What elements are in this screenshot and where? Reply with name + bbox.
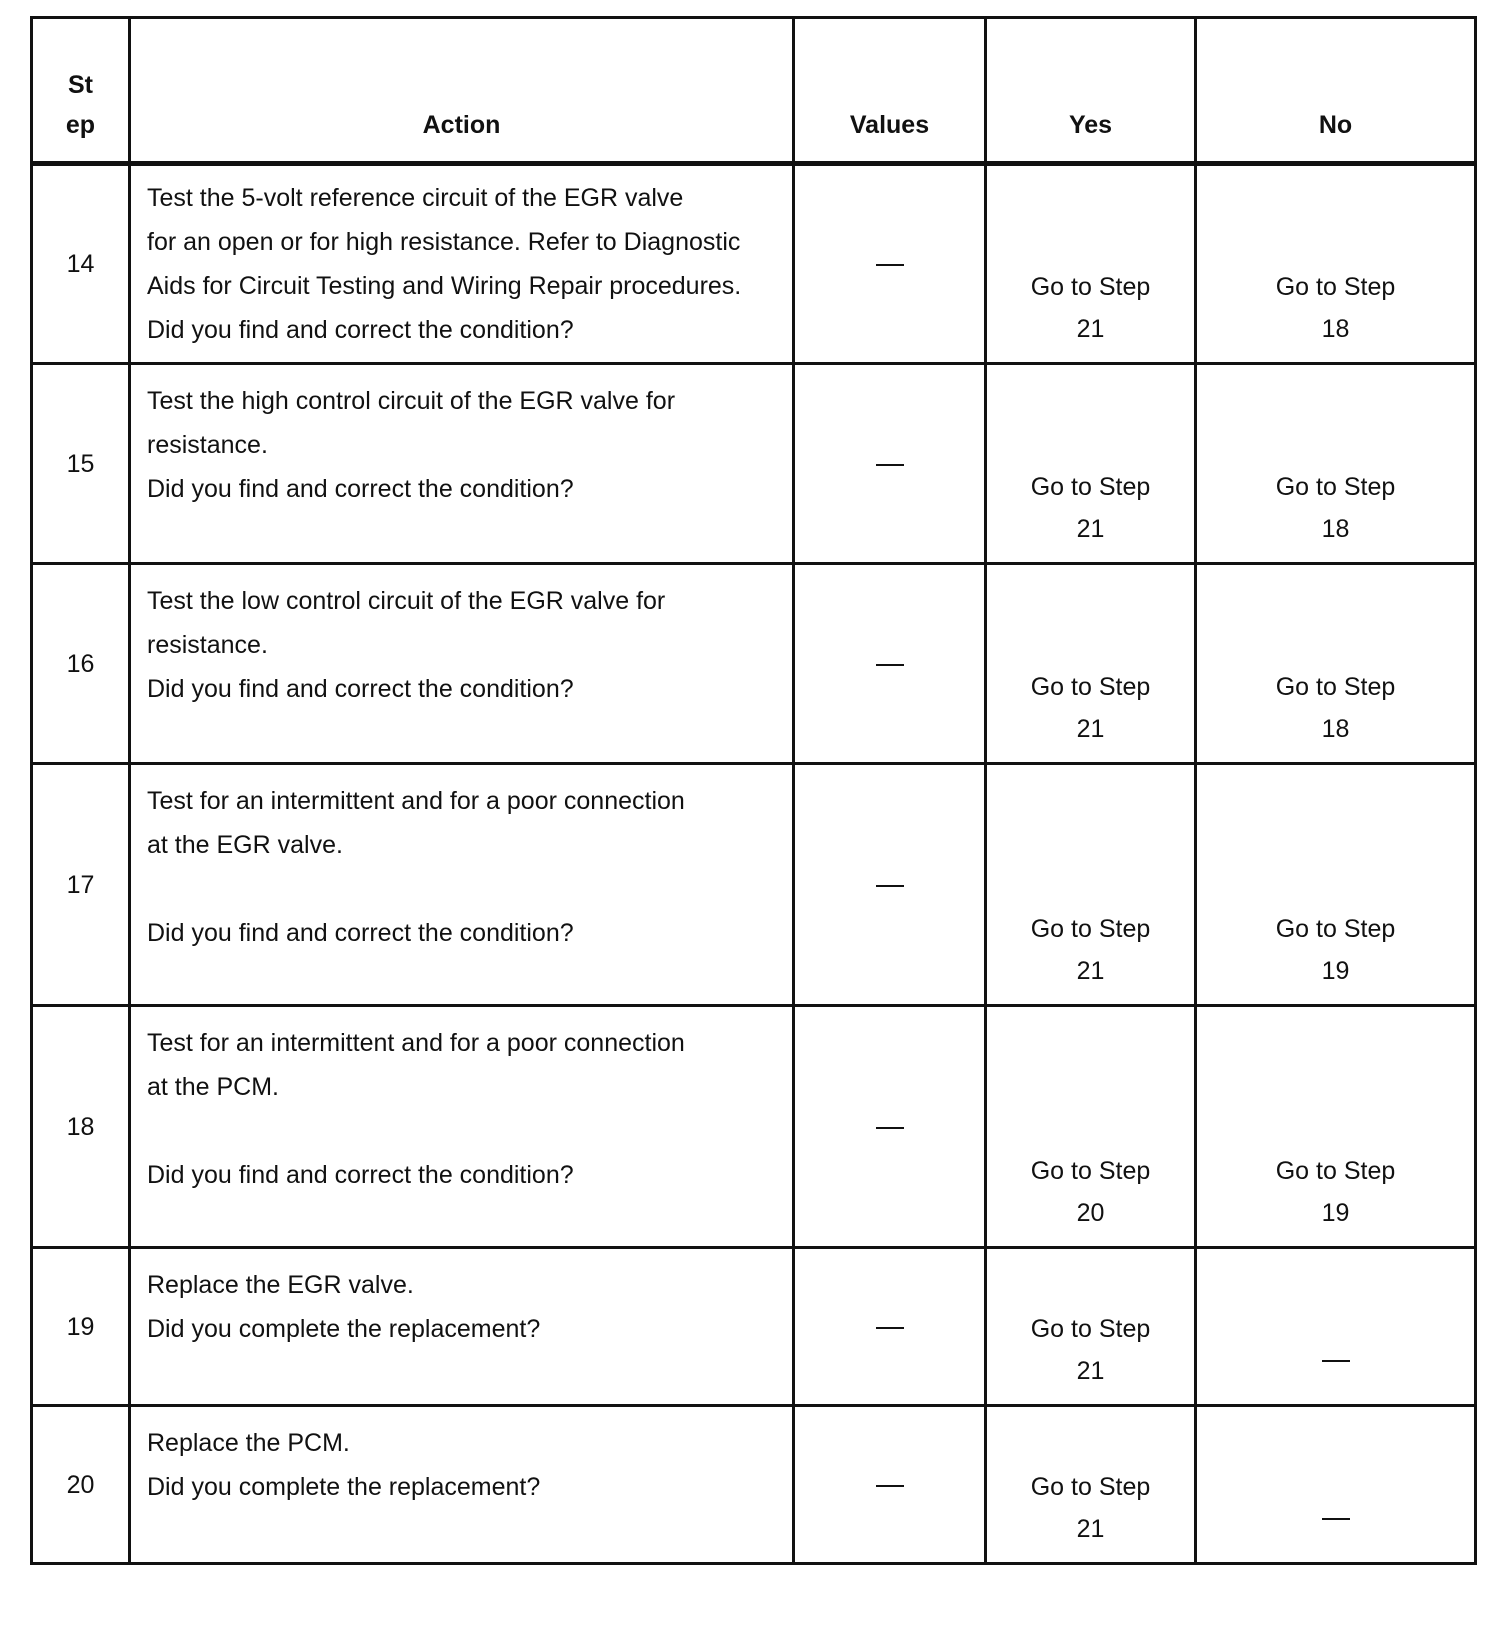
goto-label: Go to Step (1275, 473, 1396, 501)
table-row (32, 764, 1476, 1006)
goto-label: Go to Step (1030, 473, 1151, 501)
table-row (32, 1406, 1476, 1564)
header-yes: Yes (986, 18, 1196, 164)
goto-step-number: 18 (1321, 315, 1350, 343)
goto-label: Go to Step (1030, 1473, 1151, 1501)
action-line: resistance. (147, 631, 268, 659)
goto-step-number: 21 (1076, 957, 1105, 985)
step-number: 17 (32, 764, 130, 1006)
action-cell (130, 764, 794, 1006)
action-line: Did you complete the replacement? (147, 1315, 541, 1343)
step-number: 18 (32, 1006, 130, 1248)
goto-step-number: 19 (1321, 1199, 1350, 1227)
step-number: 19 (32, 1248, 130, 1406)
table-row (32, 1006, 1476, 1248)
action-line: Did you find and correct the condition? (147, 316, 574, 344)
values-cell (794, 164, 986, 364)
goto-step-number: 21 (1076, 315, 1105, 343)
no-cell (1196, 164, 1476, 364)
action-line: Test the high control circuit of the EGR valve for (147, 387, 676, 415)
value-dash (876, 1485, 904, 1487)
table-row (32, 564, 1476, 764)
no-cell (1196, 1406, 1476, 1564)
goto-label: Go to Step (1030, 273, 1151, 301)
action-line: Did you find and correct the condition? (147, 919, 574, 947)
yes-cell (986, 764, 1196, 1006)
header-action: Action (130, 18, 794, 164)
goto-step-number: 21 (1076, 1515, 1105, 1543)
step-number: 14 (32, 164, 130, 364)
goto-label: Go to Step (1030, 1315, 1151, 1343)
goto-label: Go to Step (1030, 673, 1151, 701)
yes-cell (986, 1248, 1196, 1406)
action-line: Test for an intermittent and for a poor connection (147, 1029, 685, 1057)
action-cell (130, 164, 794, 364)
goto-step-number: 21 (1076, 515, 1105, 543)
action-cell (130, 1006, 794, 1248)
goto-label: Go to Step (1275, 915, 1396, 943)
header-row (32, 18, 1476, 164)
yes-cell (986, 1006, 1196, 1248)
header-values: Values (794, 18, 986, 164)
action-line: Replace the EGR valve. (147, 1271, 414, 1299)
goto-label: Go to Step (1275, 273, 1396, 301)
values-cell (794, 364, 986, 564)
action-cell (130, 1248, 794, 1406)
action-line: Did you find and correct the condition? (147, 1161, 574, 1189)
action-line: at the EGR valve. (147, 831, 343, 859)
action-line: for an open or for high resistance. Refer to Diagnostic (147, 228, 741, 256)
step-number: 16 (32, 564, 130, 764)
step-number: 15 (32, 364, 130, 564)
action-line: resistance. (147, 431, 268, 459)
yes-cell (986, 164, 1196, 364)
value-dash (876, 464, 904, 466)
header-step (32, 18, 130, 164)
goto-label: Go to Step (1030, 1157, 1151, 1185)
no-cell (1196, 1006, 1476, 1248)
action-line: Did you complete the replacement? (147, 1473, 541, 1501)
action-line: Aids for Circuit Testing and Wiring Repair procedures. (147, 272, 742, 300)
goto-step-number: 18 (1321, 515, 1350, 543)
goto-step-number: 21 (1076, 715, 1105, 743)
step-number: 20 (32, 1406, 130, 1564)
value-dash (876, 1327, 904, 1329)
no-cell (1196, 764, 1476, 1006)
values-cell (794, 564, 986, 764)
action-cell (130, 564, 794, 764)
value-dash (876, 264, 904, 266)
value-dash (876, 1127, 904, 1129)
header-step-line2: ep (65, 111, 96, 139)
goto-label: Go to Step (1030, 915, 1151, 943)
table-row (32, 1248, 1476, 1406)
goto-label: Go to Step (1275, 673, 1396, 701)
goto-step-number: 21 (1076, 1357, 1105, 1385)
no-cell (1196, 1248, 1476, 1406)
action-line: Replace the PCM. (147, 1429, 350, 1457)
diagnostic-table (30, 16, 1477, 1565)
header-no: No (1196, 18, 1476, 164)
action-cell (130, 1406, 794, 1564)
action-line: Test the low control circuit of the EGR valve for (147, 587, 666, 615)
goto-step-number: 18 (1321, 715, 1350, 743)
value-dash (876, 885, 904, 887)
no-value-dash (1322, 1518, 1350, 1520)
values-cell (794, 1248, 986, 1406)
values-cell (794, 764, 986, 1006)
yes-cell (986, 1406, 1196, 1564)
action-line: Test for an intermittent and for a poor connection (147, 787, 685, 815)
value-dash (876, 664, 904, 666)
table-row (32, 364, 1476, 564)
header-step-line1: St (68, 71, 93, 99)
goto-step-number: 20 (1076, 1199, 1105, 1227)
yes-cell (986, 564, 1196, 764)
action-cell (130, 364, 794, 564)
no-value-dash (1322, 1360, 1350, 1362)
values-cell (794, 1006, 986, 1248)
table-row (32, 164, 1476, 364)
action-line: Did you find and correct the condition? (147, 475, 574, 503)
values-cell (794, 1406, 986, 1564)
action-line: Did you find and correct the condition? (147, 675, 574, 703)
goto-label: Go to Step (1275, 1157, 1396, 1185)
yes-cell (986, 364, 1196, 564)
goto-step-number: 19 (1321, 957, 1350, 985)
action-line: at the PCM. (147, 1073, 279, 1101)
no-cell (1196, 564, 1476, 764)
action-line: Test the 5-volt reference circuit of the EGR valve (147, 184, 684, 212)
no-cell (1196, 364, 1476, 564)
